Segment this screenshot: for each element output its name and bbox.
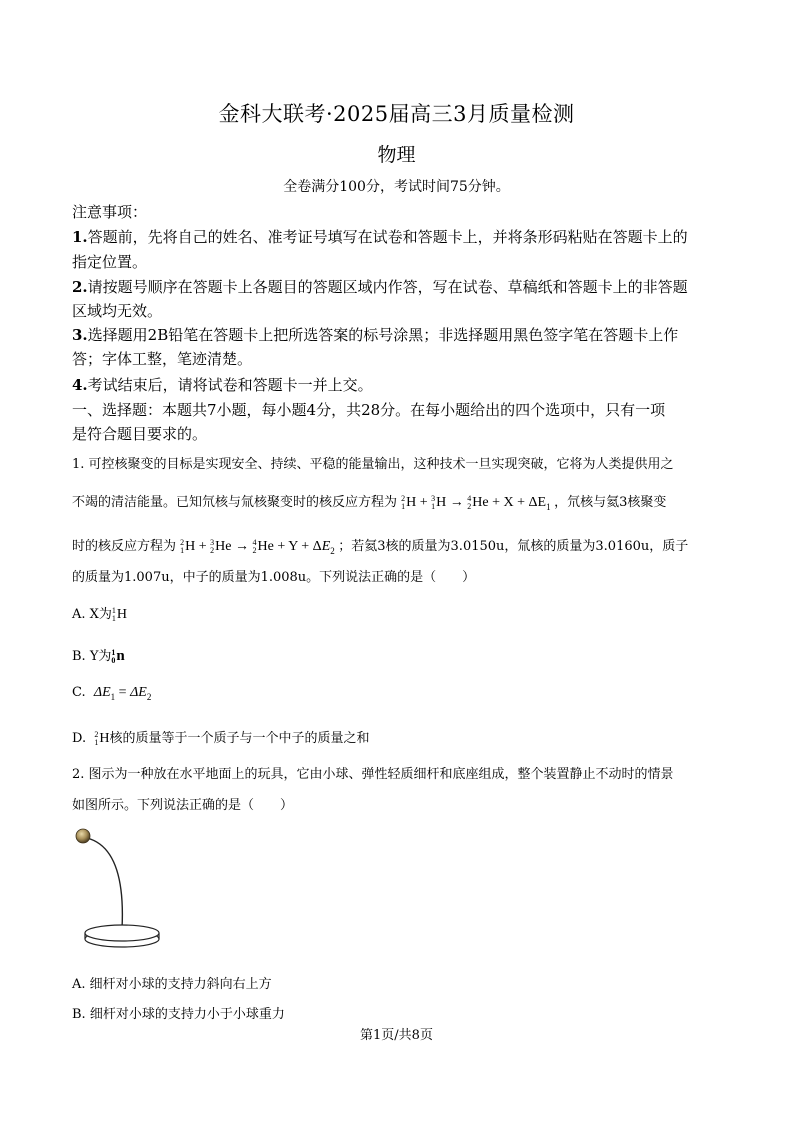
notice-item-2-cont: 区域均无效。 — [72, 302, 163, 320]
notice-item-1: 1.答题前，先将自己的姓名、准考证号填写在试卷和答题卡上，并将条形码粘贴在答题卡上的 — [72, 228, 688, 246]
subject-title: 物理 — [377, 144, 416, 166]
section-heading-cont: 是符合题目要求的。 — [72, 425, 208, 443]
q1-option-a: A. X为 1 1 H — [72, 605, 128, 623]
notice-item-3: 3.选择题用2B铅笔在答题卡上把所选答案的标号涂黑；非选择题用黑色签字笔在答题卡上作 — [72, 326, 679, 344]
notice-heading: 注意事项： — [72, 203, 148, 221]
section-heading: 一、选择题：本题共7小题，每小题4分，共28分。在每小题给出的四个选项中，只有一项 — [72, 401, 666, 419]
notice-item-1-cont: 指定位置。 — [72, 253, 148, 271]
q2-option-a: A. 细杆对小球的支持力斜向右上方 — [72, 977, 272, 992]
toy-figure — [70, 824, 180, 958]
q1-line-2: 不竭的清洁能量。已知氘核与氚核聚变时的核反应方程为 2 1 H + 3 1 H → 4 2 $He + X + \Delta E_1$ ，氘核与氦3核聚变 — [72, 493, 667, 512]
notice-item-3-cont: 答；字体工整，笔迹清楚。 — [72, 350, 253, 368]
elastic-rod — [87, 838, 122, 929]
q2-line-1: 2. 图示为一种放在水平地面上的玩具，它由小球、弹性轻质细杆和底座组成，整个装置静止不动时的情景 — [72, 767, 674, 782]
q1-equation-2: 2 1 H + 3 2 He → 4 2 $He + Y + \Delta E_2$ — [180, 537, 335, 556]
notice-item-4: 4.考试结束后，请将试卷和答题卡一并上交。 — [72, 376, 373, 394]
q1-line-1: 1. 可控核聚变的目标是实现安全、持续、平稳的能量输出，这种技术一旦实现突破，它将为人类提供用之 — [72, 457, 674, 472]
exam-title: 金科大联考·2025届高三3月质量检测 — [218, 102, 575, 126]
q2-line-2: 如图所示。下列说法正确的是（ ） — [72, 798, 294, 813]
ball — [76, 829, 90, 843]
q1-option-c: C. $\Delta E_1 = \Delta E_2$ — [72, 685, 152, 702]
page-footer: 第1页/共8页 — [360, 1028, 433, 1043]
q1-line-4: 的质量为1.007u，中子的质量为1.008u。下列说法正确的是（ ） — [72, 570, 476, 585]
base-top — [85, 925, 159, 941]
exam-info: 全卷满分100分，考试时间75分钟。 — [283, 179, 510, 195]
q1-equation-1: 2 1 H + 3 1 H → 4 2 $He + X + \Delta E_1$ — [401, 493, 551, 512]
q2-option-b: B. 细杆对小球的支持力小于小球重力 — [72, 1007, 285, 1022]
q1-line-3: 时的核反应方程为 2 1 H + 3 2 He → 4 2 $He + Y + \Delta E_2$ ；若氦3核的质量为3.0150u，氚核的质量为3.0160u，质子 — [72, 537, 689, 556]
q1-option-d: D. 2 1 H核的质量等于一个质子与一个中子的质量之和 — [72, 729, 370, 747]
notice-item-2: 2.请按题号顺序在答题卡上各题目的答题区域内作答，写在试卷、草稿纸和答题卡上的非答题 — [72, 278, 688, 296]
q1-option-b: B. Y为 1 0 n — [72, 647, 125, 665]
